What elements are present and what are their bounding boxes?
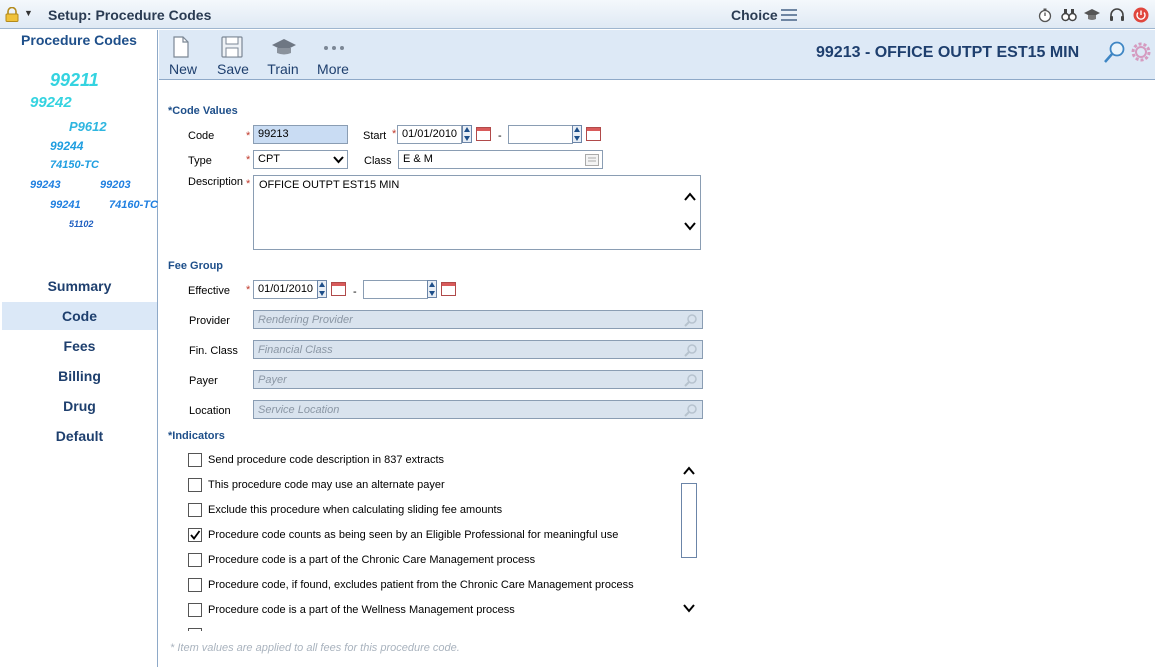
recent-code-link[interactable]: 99243: [30, 179, 61, 191]
search-icon[interactable]: [1103, 40, 1127, 64]
stopwatch-icon[interactable]: [1037, 7, 1053, 23]
start-date-input[interactable]: 01/01/2010: [397, 125, 462, 144]
location-input[interactable]: Service Location: [253, 400, 703, 419]
lock-icon[interactable]: [5, 7, 19, 22]
save-disk-icon: [221, 35, 243, 59]
checkmark-icon: [189, 529, 201, 541]
footnote: * Item values are applied to all fees for this procedure code.: [170, 642, 460, 654]
headset-icon[interactable]: [1109, 7, 1125, 23]
indicator-label: Exclude this procedure when calculating sliding fee amounts: [208, 504, 503, 516]
recent-code-link[interactable]: 74150-TC: [50, 159, 99, 171]
effective-calendar-icon[interactable]: [331, 282, 346, 296]
date-range-dash: -: [498, 130, 502, 142]
description-value: OFFICE OUTPT EST15 MIN: [259, 179, 400, 191]
settings-gear-icon[interactable]: [1129, 40, 1153, 64]
class-label: Class: [364, 155, 392, 167]
binoculars-icon[interactable]: [1061, 7, 1077, 23]
train-label: Train: [267, 61, 299, 77]
location-label: Location: [189, 405, 231, 417]
indicator-checkbox[interactable]: [188, 478, 202, 492]
save-button[interactable]: [211, 33, 255, 78]
window-title: Setup: Procedure Codes: [48, 7, 212, 23]
effective-end-calendar-icon[interactable]: [441, 282, 456, 296]
scroll-up-icon[interactable]: [684, 192, 696, 201]
recent-code-link[interactable]: 99244: [50, 139, 84, 153]
effective-label: Effective: [188, 285, 230, 297]
indicator-checkbox-partial: [188, 628, 202, 631]
save-label: Save: [217, 61, 249, 77]
effective-end-spinner-icon[interactable]: [427, 280, 437, 298]
procedure-codes-header: Procedure Codes: [21, 32, 137, 48]
more-label: More: [317, 61, 349, 77]
end-calendar-icon[interactable]: [586, 127, 601, 141]
class-value: E & M: [403, 153, 433, 165]
indicator-checkbox-checked[interactable]: [188, 528, 202, 542]
recent-code-link[interactable]: 99203: [100, 179, 131, 191]
indicator-label: Send procedure code description in 837 extracts: [208, 454, 445, 466]
code-label: Code: [188, 130, 215, 142]
indicator-checkbox[interactable]: [188, 453, 202, 467]
type-label: Type: [188, 155, 212, 167]
new-label: New: [168, 61, 197, 77]
description-label: Description: [188, 176, 244, 188]
search-icon[interactable]: [684, 403, 698, 417]
required-marker: *: [246, 154, 251, 166]
more-dots-icon: [321, 35, 347, 59]
indicator-checkbox[interactable]: [188, 553, 202, 567]
recent-code-link[interactable]: P9612: [69, 119, 107, 134]
fee-group-section: Fee Group: [168, 260, 224, 272]
more-button[interactable]: [311, 33, 355, 78]
code-values-section: *Code Values: [168, 105, 238, 117]
indicators-scrollbar-thumb[interactable]: [681, 483, 697, 558]
nav-item-summary[interactable]: Summary: [47, 278, 112, 294]
title-bar: [0, 0, 1155, 29]
scroll-down-icon[interactable]: [684, 222, 696, 231]
required-marker: *: [246, 130, 251, 142]
search-icon[interactable]: [684, 373, 698, 387]
record-title: 99213 - OFFICE OUTPT EST15 MIN: [816, 44, 1080, 61]
nav-item-code[interactable]: Code: [2, 302, 157, 330]
required-marker: *: [392, 128, 397, 140]
payer-label: Payer: [189, 375, 218, 387]
indicator-label: Procedure code is a part of the Chronic Care Management process: [208, 554, 536, 566]
hamburger-icon[interactable]: [781, 9, 797, 22]
end-date-input[interactable]: [508, 125, 573, 144]
financial-class-input[interactable]: Financial Class: [253, 340, 703, 359]
end-date-spinner-icon[interactable]: [572, 125, 582, 143]
recent-code-link[interactable]: 99242: [30, 94, 72, 111]
type-select[interactable]: [253, 150, 348, 169]
effective-date-spinner-icon[interactable]: [317, 280, 327, 298]
financial-class-label: Fin. Class: [189, 345, 238, 357]
indicator-label: Procedure code, if found, excludes patient from the Chronic Care Management process: [208, 579, 634, 591]
nav-item-billing[interactable]: Billing: [58, 368, 101, 384]
scroll-up-icon[interactable]: [683, 466, 695, 475]
indicator-label: Procedure code counts as being seen by an Eligible Professional for meaningful use: [208, 529, 619, 541]
nav-item-drug[interactable]: Drug: [63, 398, 96, 414]
left-navigation: [0, 30, 158, 667]
payer-input[interactable]: Payer: [253, 370, 703, 389]
provider-label: Provider: [189, 315, 230, 327]
start-calendar-icon[interactable]: [476, 127, 491, 141]
indicators-section: *Indicators: [168, 430, 225, 442]
chevron-down-icon: [333, 156, 344, 164]
description-textarea[interactable]: [253, 175, 701, 250]
code-input[interactable]: 99213: [253, 125, 348, 144]
graduation-cap-icon[interactable]: [1084, 7, 1100, 23]
required-marker: *: [246, 178, 251, 190]
recent-code-link[interactable]: 99211: [50, 70, 99, 90]
train-button[interactable]: [261, 33, 305, 78]
recent-code-link[interactable]: 99241: [50, 199, 81, 211]
graduation-cap-icon: [271, 35, 297, 59]
menu-caret-icon[interactable]: ▼: [24, 8, 33, 18]
required-marker: *: [246, 284, 251, 296]
start-date-spinner-icon[interactable]: [462, 125, 472, 143]
power-icon[interactable]: [1133, 7, 1149, 23]
choice-label[interactable]: Choice: [731, 7, 778, 23]
provider-input[interactable]: Rendering Provider: [253, 310, 703, 329]
effective-date-input[interactable]: 01/01/2010: [253, 280, 318, 299]
nav-item-default[interactable]: Default: [55, 428, 104, 444]
list-picker-icon[interactable]: [585, 154, 599, 166]
recent-code-link[interactable]: 51102: [69, 219, 94, 229]
effective-end-date-input[interactable]: [363, 280, 428, 299]
new-document-icon: [171, 35, 191, 59]
indicator-label: This procedure code may use an alternate payer: [208, 479, 445, 491]
new-button[interactable]: [161, 33, 205, 78]
recent-code-link[interactable]: 74160-TC: [109, 199, 158, 211]
start-label: Start: [363, 130, 387, 142]
search-icon[interactable]: [684, 343, 698, 357]
nav-item-fees[interactable]: Fees: [63, 338, 96, 354]
date-range-dash: -: [353, 286, 357, 298]
scroll-down-icon[interactable]: [683, 604, 695, 613]
indicator-checkbox[interactable]: [188, 603, 202, 617]
type-select-value: CPT: [258, 153, 280, 165]
class-input[interactable]: [398, 150, 603, 169]
indicator-checkbox[interactable]: [188, 503, 202, 517]
indicator-checkbox[interactable]: [188, 578, 202, 592]
indicator-label: Procedure code is a part of the Wellness Management process: [208, 604, 515, 616]
toolbar: [159, 30, 1155, 80]
search-icon[interactable]: [684, 313, 698, 327]
